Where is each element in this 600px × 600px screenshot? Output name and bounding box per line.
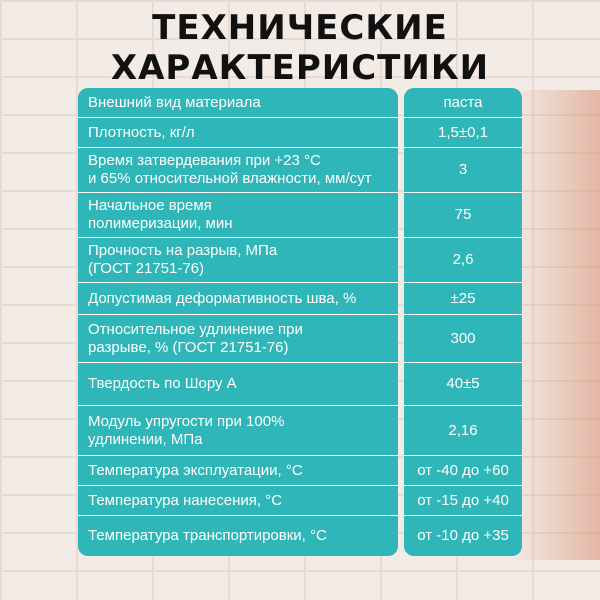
- specs-values-column: [404, 88, 522, 556]
- brick-wall-background: [510, 90, 600, 560]
- spec-row-label: Твердость по Шору А: [78, 363, 398, 406]
- title-line-2: ХАРАКТЕРИСТИКИ: [110, 48, 490, 88]
- page-title: [0, 8, 600, 88]
- spec-row-label: Прочность на разрыв, МПа (ГОСТ 21751-76): [78, 238, 398, 283]
- title-line-1: ТЕХНИЧЕСКИЕ: [152, 8, 448, 48]
- spec-row-value: 3: [404, 148, 522, 193]
- spec-row-label: Относительное удлинение при разрыве, % (ГОСТ 21751-76): [78, 315, 398, 363]
- spec-row-value: 75: [404, 193, 522, 238]
- spec-row-value: 2,6: [404, 238, 522, 283]
- specs-labels-column: [78, 88, 398, 556]
- spec-row-label: Температура эксплуатации, °С: [78, 456, 398, 486]
- spec-row-label: Время затвердевания при +23 °С и 65% относительной влажности, мм/сут: [78, 148, 398, 193]
- specs-table: [78, 88, 522, 556]
- spec-row-label: Модуль упругости при 100% удлинении, МПа: [78, 406, 398, 456]
- spec-row-value: от -40 до +60: [404, 456, 522, 486]
- spec-row-value: 1,5±0,1: [404, 118, 522, 148]
- spec-row-label: Допустимая деформативность шва, %: [78, 283, 398, 315]
- spec-row-value: 300: [404, 315, 522, 363]
- spec-row-label: Начальное время полимеризации, мин: [78, 193, 398, 238]
- spec-row-value: 40±5: [404, 363, 522, 406]
- spec-row-label: Температура нанесения, °С: [78, 486, 398, 516]
- spec-row-value: от -10 до +35: [417, 527, 509, 544]
- spec-row-label: Плотность, кг/л: [78, 118, 398, 148]
- spec-row-value: паста: [404, 88, 522, 118]
- spec-row-label: Температура транспортировки, °С: [88, 527, 327, 544]
- spec-row-value: 2,16: [404, 406, 522, 456]
- spec-row-label: Внешний вид материала: [78, 88, 398, 118]
- spec-row-value: ±25: [404, 283, 522, 315]
- spec-row-value: от -15 до +40: [404, 486, 522, 516]
